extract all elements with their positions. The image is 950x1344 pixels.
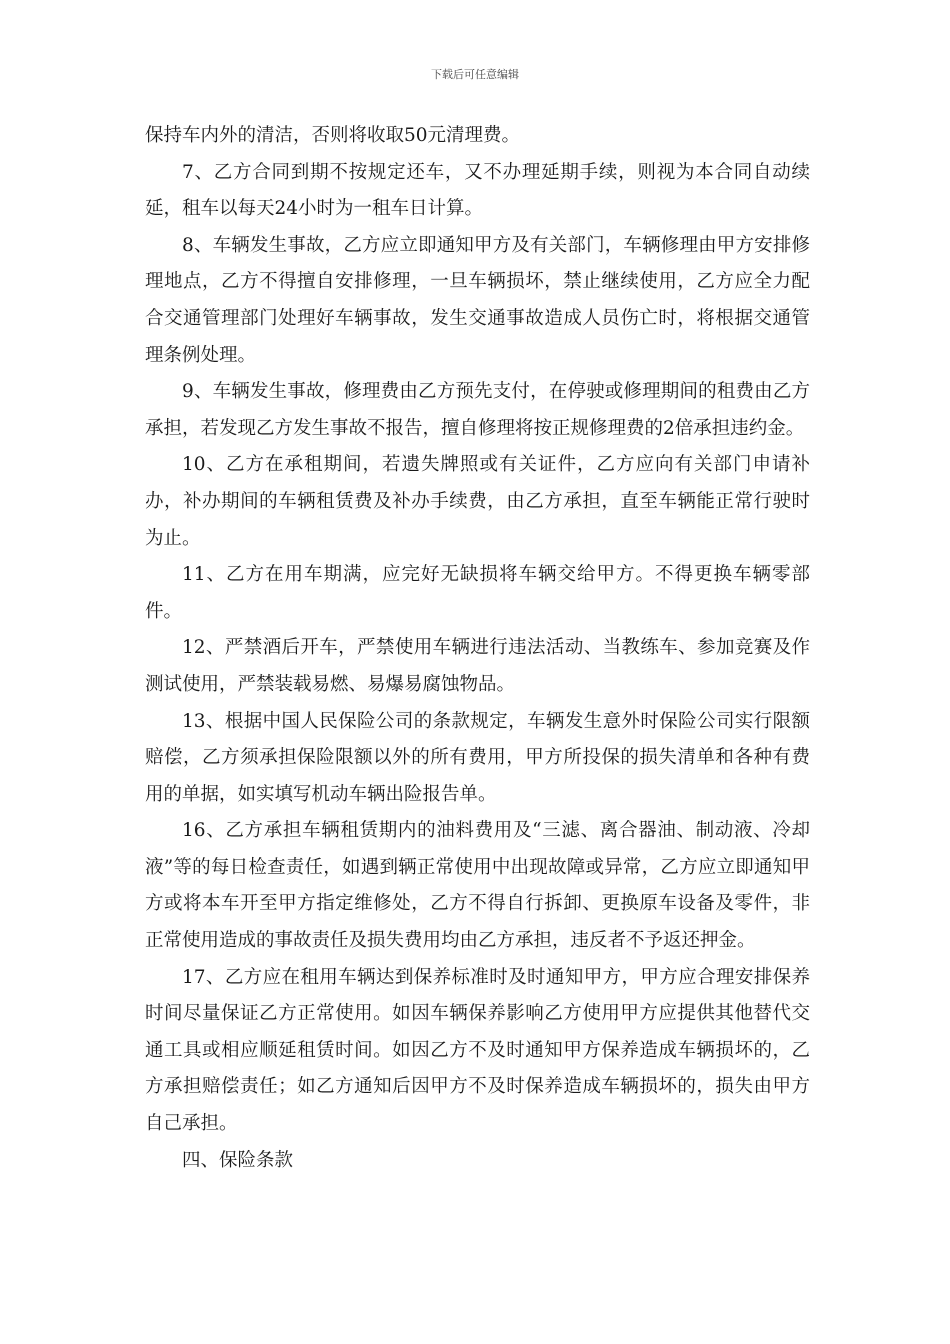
paragraph-clause-16: 16、乙方承担车辆租赁期内的油料费用及“三滤、离合器油、制动液、冷却液”等的每日检查责任，如遇到辆正常使用中出现故障或异常，乙方应立即通知甲方或将本车开至甲方指定维修处，乙方不得自行拆卸、更换原车设备及零件，非正常使用造成的事故责任及损失费用均由乙方承担，违反者不予返还押金。 bbox=[145, 820, 810, 952]
paragraph-clause-7: 7、乙方合同到期不按规定还车，又不办理延期手续，则视为本合同自动续延，租车以每天24小时为一租车日计算。 bbox=[145, 161, 810, 220]
paragraph-clause-9: 9、车辆发生事故，修理费由乙方预先支付，在停驶或修理期间的租费由乙方承担，若发现乙方发生事故不报告，擅自修理将按正规修理费的2倍承担违约金。 bbox=[145, 381, 810, 439]
paragraph-clause-11: 11、乙方在用车期满，应完好无缺损将车辆交给甲方。不得更换车辆零部件。 bbox=[145, 564, 810, 622]
paragraph-clause-17: 17、乙方应在租用车辆达到保养标准时及时通知甲方，甲方应合理安排保养时间尽量保证乙方正常使用。如因车辆保养影响乙方使用甲方应提供其他替代交通工具或相应顺延租赁时间。如因乙方不及时通知甲方保养造成车辆损坏的，乙方承担赔偿责任；如乙方通知后因甲方不及时保养造成车辆损坏的，损失由甲方自己承担。 bbox=[145, 966, 810, 1135]
paragraph-0: 保持车内外的清洁，否则将收取50元清理费。 bbox=[145, 125, 521, 146]
paragraph-clause-10: 10、乙方在承租期间，若遗失牌照或有关证件，乙方应向有关部门申请补办，补办期间的车辆租赁费及补办手续费，由乙方承担，直至车辆能正常行驶时为止。 bbox=[145, 454, 810, 549]
paragraph-clause-13: 13、根据中国人民保险公司的条款规定，车辆发生意外时保险公司实行限额赔偿，乙方须承担保险限额以外的所有费用，甲方所投保的损失清单和各种有费用的单据，如实填写机动车辆出险报告单。 bbox=[145, 710, 810, 805]
paragraph-clause-12: 12、严禁酒后开车，严禁使用车辆进行违法活动、当教练车、参加竞赛及作测试使用，严禁装载易燃、易爆易腐蚀物品。 bbox=[145, 637, 810, 695]
paragraph-clause-8: 8、车辆发生事故，乙方应立即通知甲方及有关部门，车辆修理由甲方安排修理地点，乙方不得擅自安排修理，一旦车辆损坏，禁止继续使用，乙方应全力配合交通管理部门处理好车辆事故，发生交通事故造成人员伤亡时，将根据交通管理条例处理。 bbox=[145, 234, 810, 366]
page-header: 下载后可任意编辑 bbox=[431, 68, 519, 81]
document-body bbox=[145, 118, 810, 1179]
section-heading-insurance: 四、保险条款 bbox=[182, 1149, 294, 1171]
